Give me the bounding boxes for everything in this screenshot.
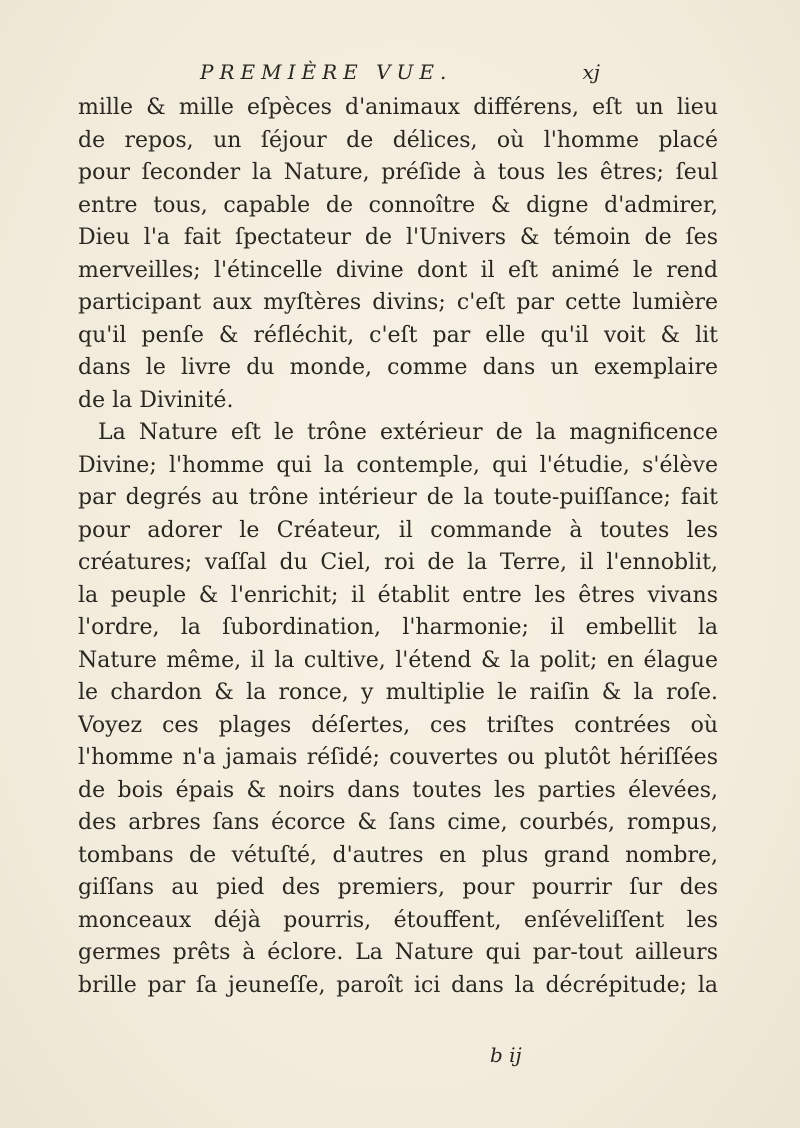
text-line: le chardon & la ronce, y multiplie le raiſin & la roſe.	[78, 680, 718, 705]
text-line: Voyez ces plages déſertes, ces triſtes contrées où	[78, 712, 718, 738]
paragraph-start-line: La Nature eſt le trône extérieur de la magnificence	[98, 420, 718, 445]
text-line: Nature même, il la cultive, l'étend & la polit; en élague	[78, 647, 718, 673]
text-line: l'ordre, la ſubordination, l'harmonie; il embellit la	[78, 615, 718, 640]
text-line: par degrés au trône intérieur de la toute-puiſſance; fait	[78, 485, 718, 510]
text-line: merveilles; l'étincelle divine dont il eſt animé le rend	[78, 257, 718, 283]
running-title: PREMIÈRE VUE.	[200, 60, 453, 84]
signature-mark: b ij	[490, 1043, 522, 1067]
text-line: brille par ſa jeuneſſe, paroît ici dans la décrépitude; la	[78, 972, 718, 998]
text-line: de bois épais & noirs dans toutes les parties élevées,	[78, 777, 718, 803]
page-header	[200, 60, 600, 90]
text-line: monceaux déjà pourris, étouffent, enſéveliſſent les	[78, 907, 718, 933]
text-line: de repos, un ſéjour de délices, où l'homme placé	[78, 127, 718, 153]
text-line: des arbres ſans écorce & ſans cime, courbés, rompus,	[78, 810, 718, 835]
text-line: tombans de vétuſté, d'autres en plus grand nombre,	[78, 842, 718, 868]
text-line: Divine; l'homme qui la contemple, qui l'étudie, s'élève	[78, 452, 718, 478]
body-text	[78, 92, 718, 1002]
text-line: l'homme n'a jamais réſidé; couvertes ou plutôt hériſſées	[78, 745, 718, 770]
text-line: giſſans au pied des premiers, pour pourrir ſur des	[78, 875, 718, 900]
text-line: participant aux myſtères divins; c'eſt par cette lumière	[78, 290, 718, 315]
text-line: pour ſeconder la Nature, préſide à tous les êtres; ſeul	[78, 160, 718, 185]
text-line: de la Divinité.	[78, 387, 234, 413]
text-line: créatures; vaſſal du Ciel, roi de la Terre, il l'ennoblit,	[78, 550, 718, 575]
text-line: la peuple & l'enrichit; il établit entre les êtres vivans	[78, 582, 718, 608]
text-line: dans le livre du monde, comme dans un exemplaire	[78, 355, 718, 380]
text-line: qu'il penſe & réfléchit, c'eſt par elle qu'il voit & lit	[78, 322, 718, 348]
text-line: entre tous, capable de connoître & digne d'admirer,	[78, 192, 718, 218]
text-line: Dieu l'a fait ſpectateur de l'Univers & témoin de ſes	[78, 225, 718, 250]
text-line: pour adorer le Créateur, il commande à toutes les	[78, 517, 718, 543]
text-line: germes prêts à éclore. La Nature qui par-tout ailleurs	[78, 940, 718, 965]
page-number: xj	[582, 60, 600, 84]
text-line: mille & mille eſpèces d'animaux différens, eſt un lieu	[78, 95, 718, 120]
